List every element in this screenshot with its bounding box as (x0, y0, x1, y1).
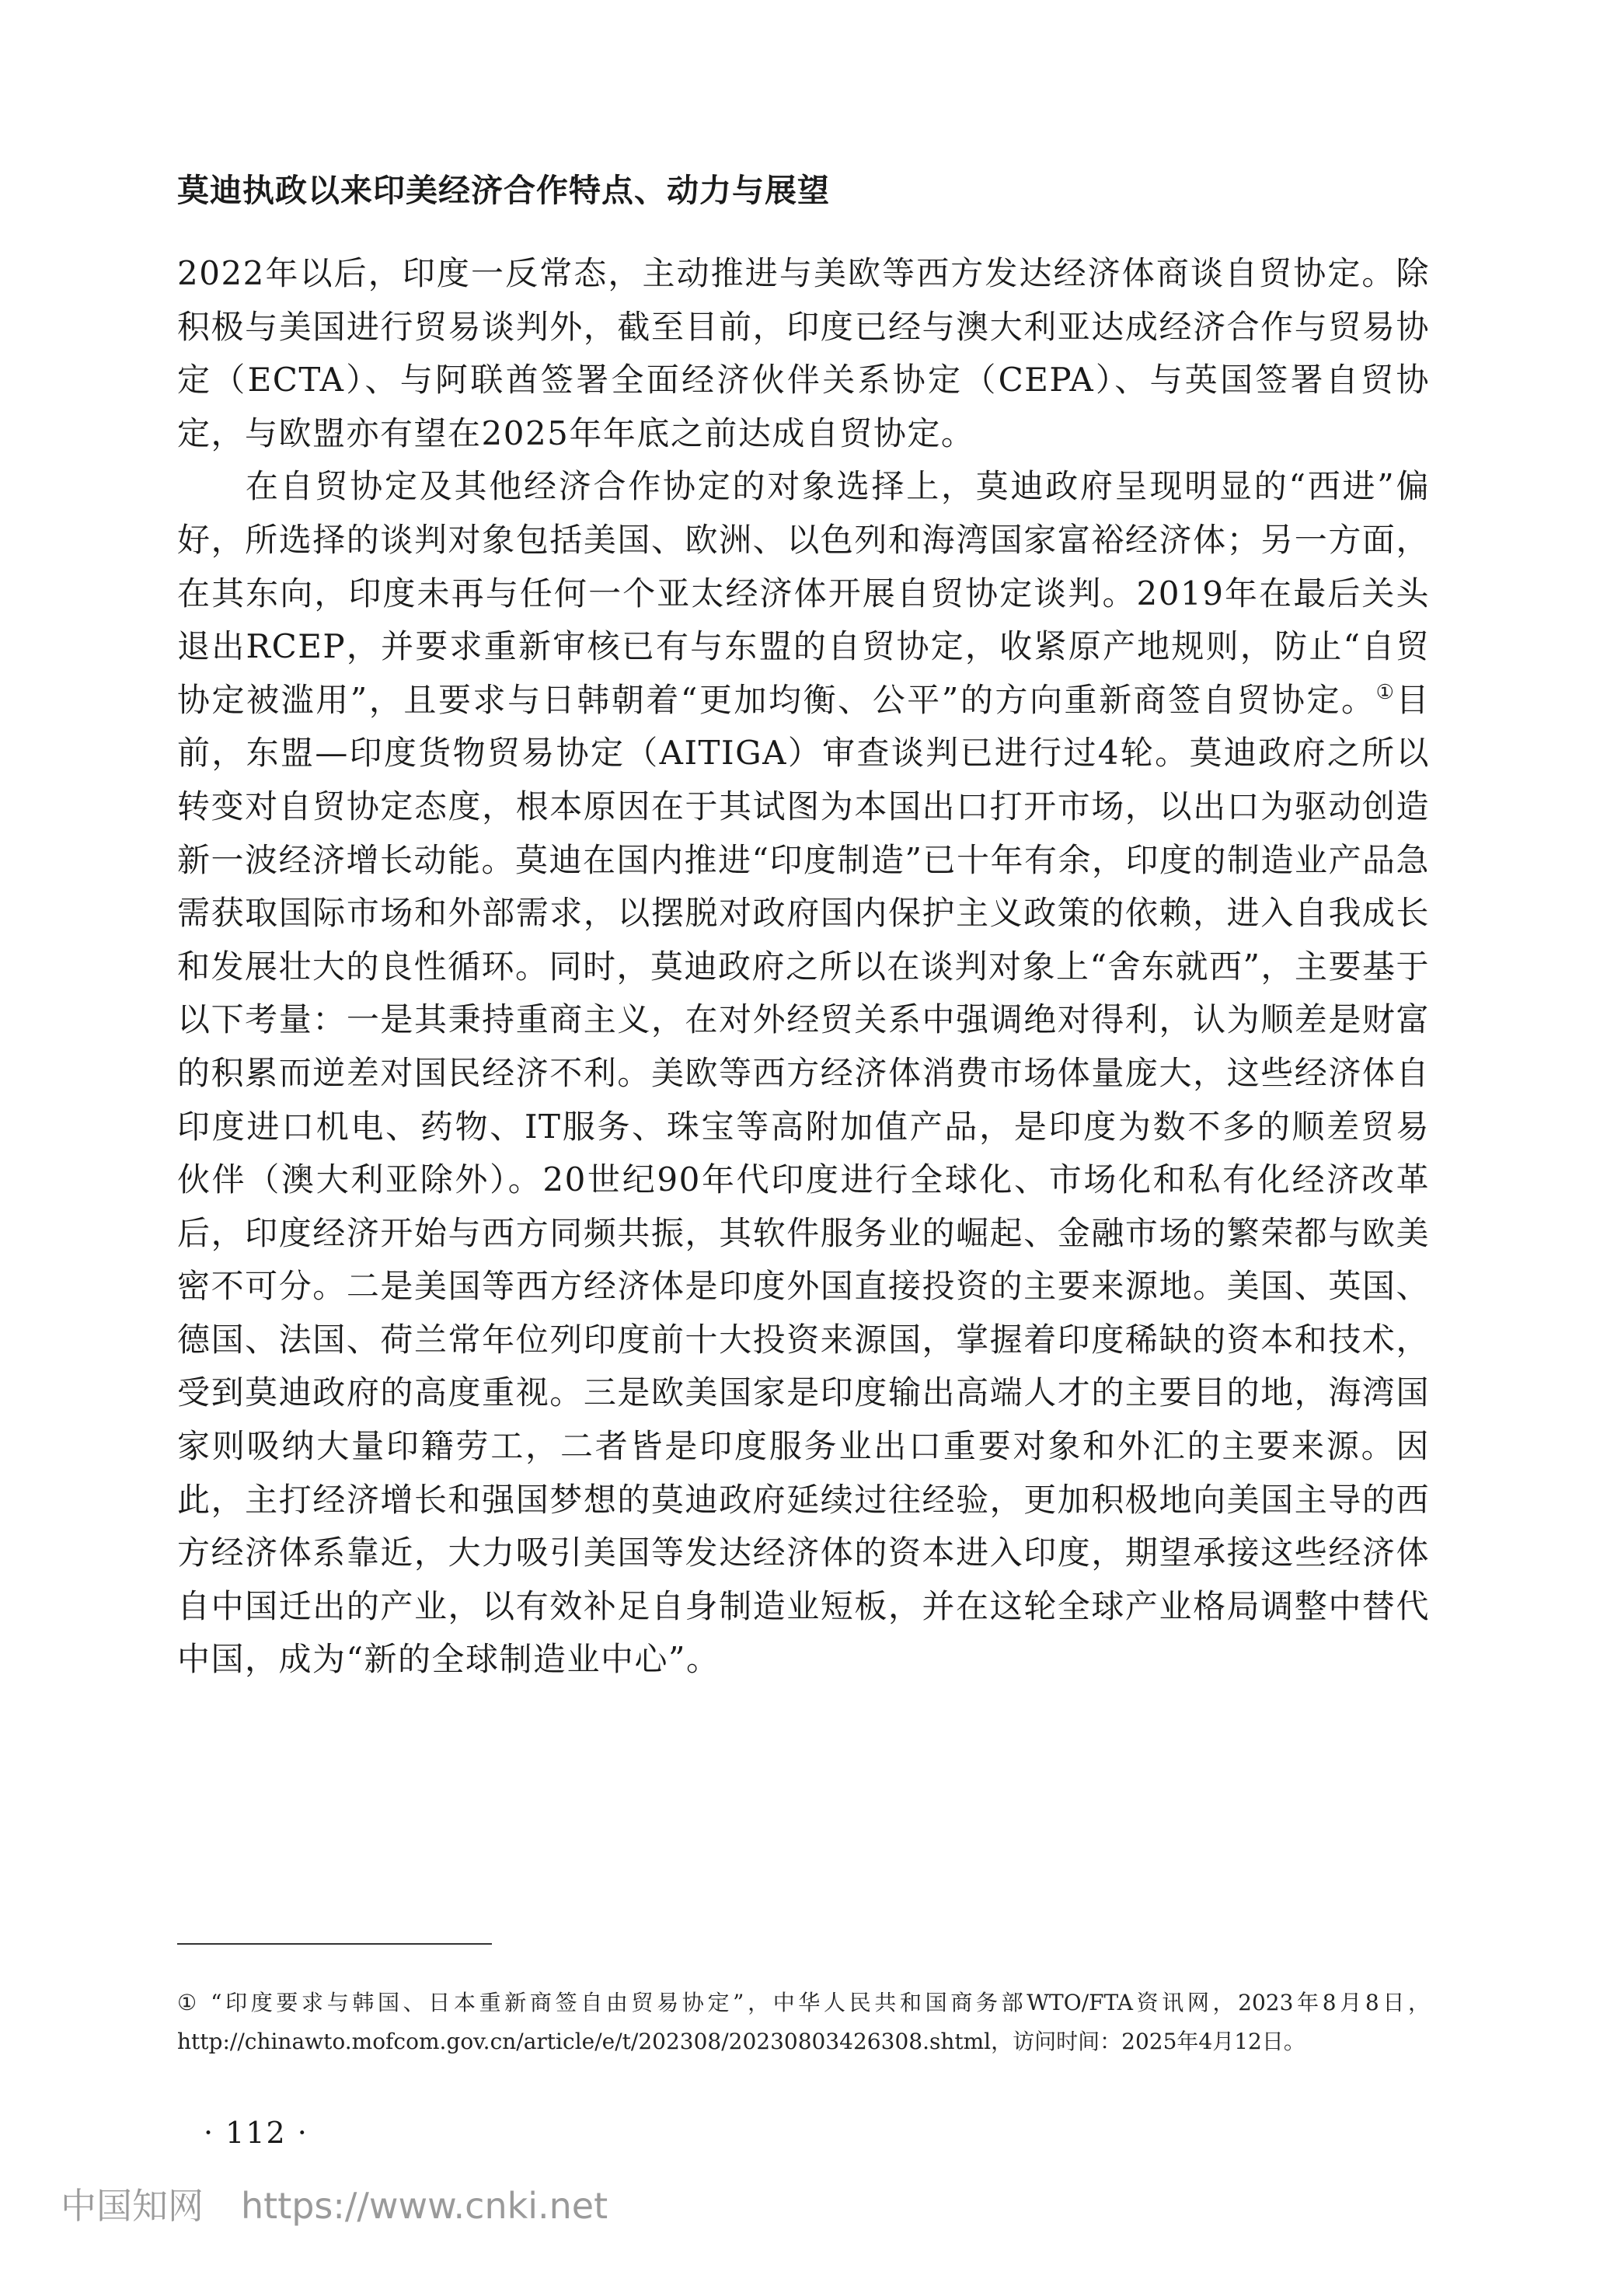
paragraph-1: 2022年以后，印度一反常态，主动推进与美欧等西方发达经济体商谈自贸协定。除积极与美国进行贸易谈判外，截至目前，印度已经与澳大利亚达成经济合作与贸易协定（ECTA）、与阿联酋签署全面经济伙伴关系协定（CEPA）、与英国签署自贸协定，与欧盟亦有望在2025年年底之前达成自贸协定。 (177, 254, 1430, 452)
paragraph-2-after-note: 目前，东盟—印度货物贸易协定（AITIGA）审查谈判已进行过4轮。莫迪政府之所以转变对自贸协定态度，根本原因在于其试图为本国出口打开市场，以出口为驱动创造新一波经济增长动能。莫迪在国内推进“印度制造”已十年有余，印度的制造业产品急需获取国际市场和外部需求，以摆脱对政府国内保护主义政策的依赖，进入自我成长和发展壮大的良性循环。同时，莫迪政府之所以在谈判对象上“舍东就西”，主要基于以下考量：一是其秉持重商主义，在对外经贸关系中强调绝对得利，认为顺差是财富的积累而逆差对国民经济不利。美欧等西方经济体消费市场体量庞大，这些经济体自印度进口机电、药物、IT服务、珠宝等高附加值产品，是印度为数不多的顺差贸易伙伴（澳大利亚除外）。20世纪90年代印度进行全球化、市场化和私有化经济改革后，印度经济开始与西方同频共振，其软件服务业的崛起、金融市场的繁荣都与欧美密不可分。二是美国等西方经济体是印度外国直接投资的主要来源地。美国、英国、德国、法国、荷兰常年位列印度前十大投资来源国，掌握着印度稀缺的资本和技术，受到莫迪政府的高度重视。三是欧美国家是印度输出高端人才的主要目的地，海湾国家则吸纳大量印籍劳工，二者皆是印度服务业出口重要对象和外汇的主要来源。因此，主打经济增长和强国梦想的莫迪政府延续过往经验，更加积极地向美国主导的西方经济体系靠近，大力吸引美国等发达经济体的资本进入印度，期望承接这些经济体自中国迁出的产业，以有效补足自身制造业短板，并在这轮全球产业格局调整中替代中国，成为“新的全球制造业中心”。 (177, 680, 1430, 1679)
footnote-text: “印度要求与韩国、日本重新商签自由贸易协定”，中华人民共和国商务部WTO/FTA资讯网，2023年8月8日，http://chinawto.mofcom.gov.cn/article/e/t/202308/20230803426308.shtml，访问时间：2025年4月12日。 (177, 1990, 1430, 2054)
running-head: 莫迪执政以来印美经济合作特点、动力与展望 (177, 172, 830, 209)
paragraph-2-before-note: 在自贸协定及其他经济合作协定的对象选择上，莫迪政府呈现明显的“西进”偏好，所选择的谈判对象包括美国、欧洲、以色列和海湾国家富裕经济体；另一方面，在其东向，印度未再与任何一个亚太经济体开展自贸协定谈判。2019年在最后关头退出RCEP，并要求重新审核已有与东盟的自贸协定，收紧原产地规则，防止“自贸协定被滥用”，且要求与日韩朝着“更加均衡、公平”的方向重新商签自贸协定。 (177, 467, 1430, 719)
footnote-reference[interactable]: ① (1375, 680, 1396, 704)
body-text (177, 247, 1430, 1687)
footnote-divider (177, 1943, 492, 1945)
page-number: · 112 · (204, 2116, 309, 2150)
footnote-marker: ① (177, 1990, 197, 2015)
footnote (177, 1984, 1430, 2061)
watermark-logo-text: 中国知网 (61, 2185, 204, 2227)
watermark-url: https://www.cnki.net (241, 2185, 608, 2227)
cnki-watermark (61, 2178, 608, 2229)
paragraph-2 (177, 460, 1430, 1687)
